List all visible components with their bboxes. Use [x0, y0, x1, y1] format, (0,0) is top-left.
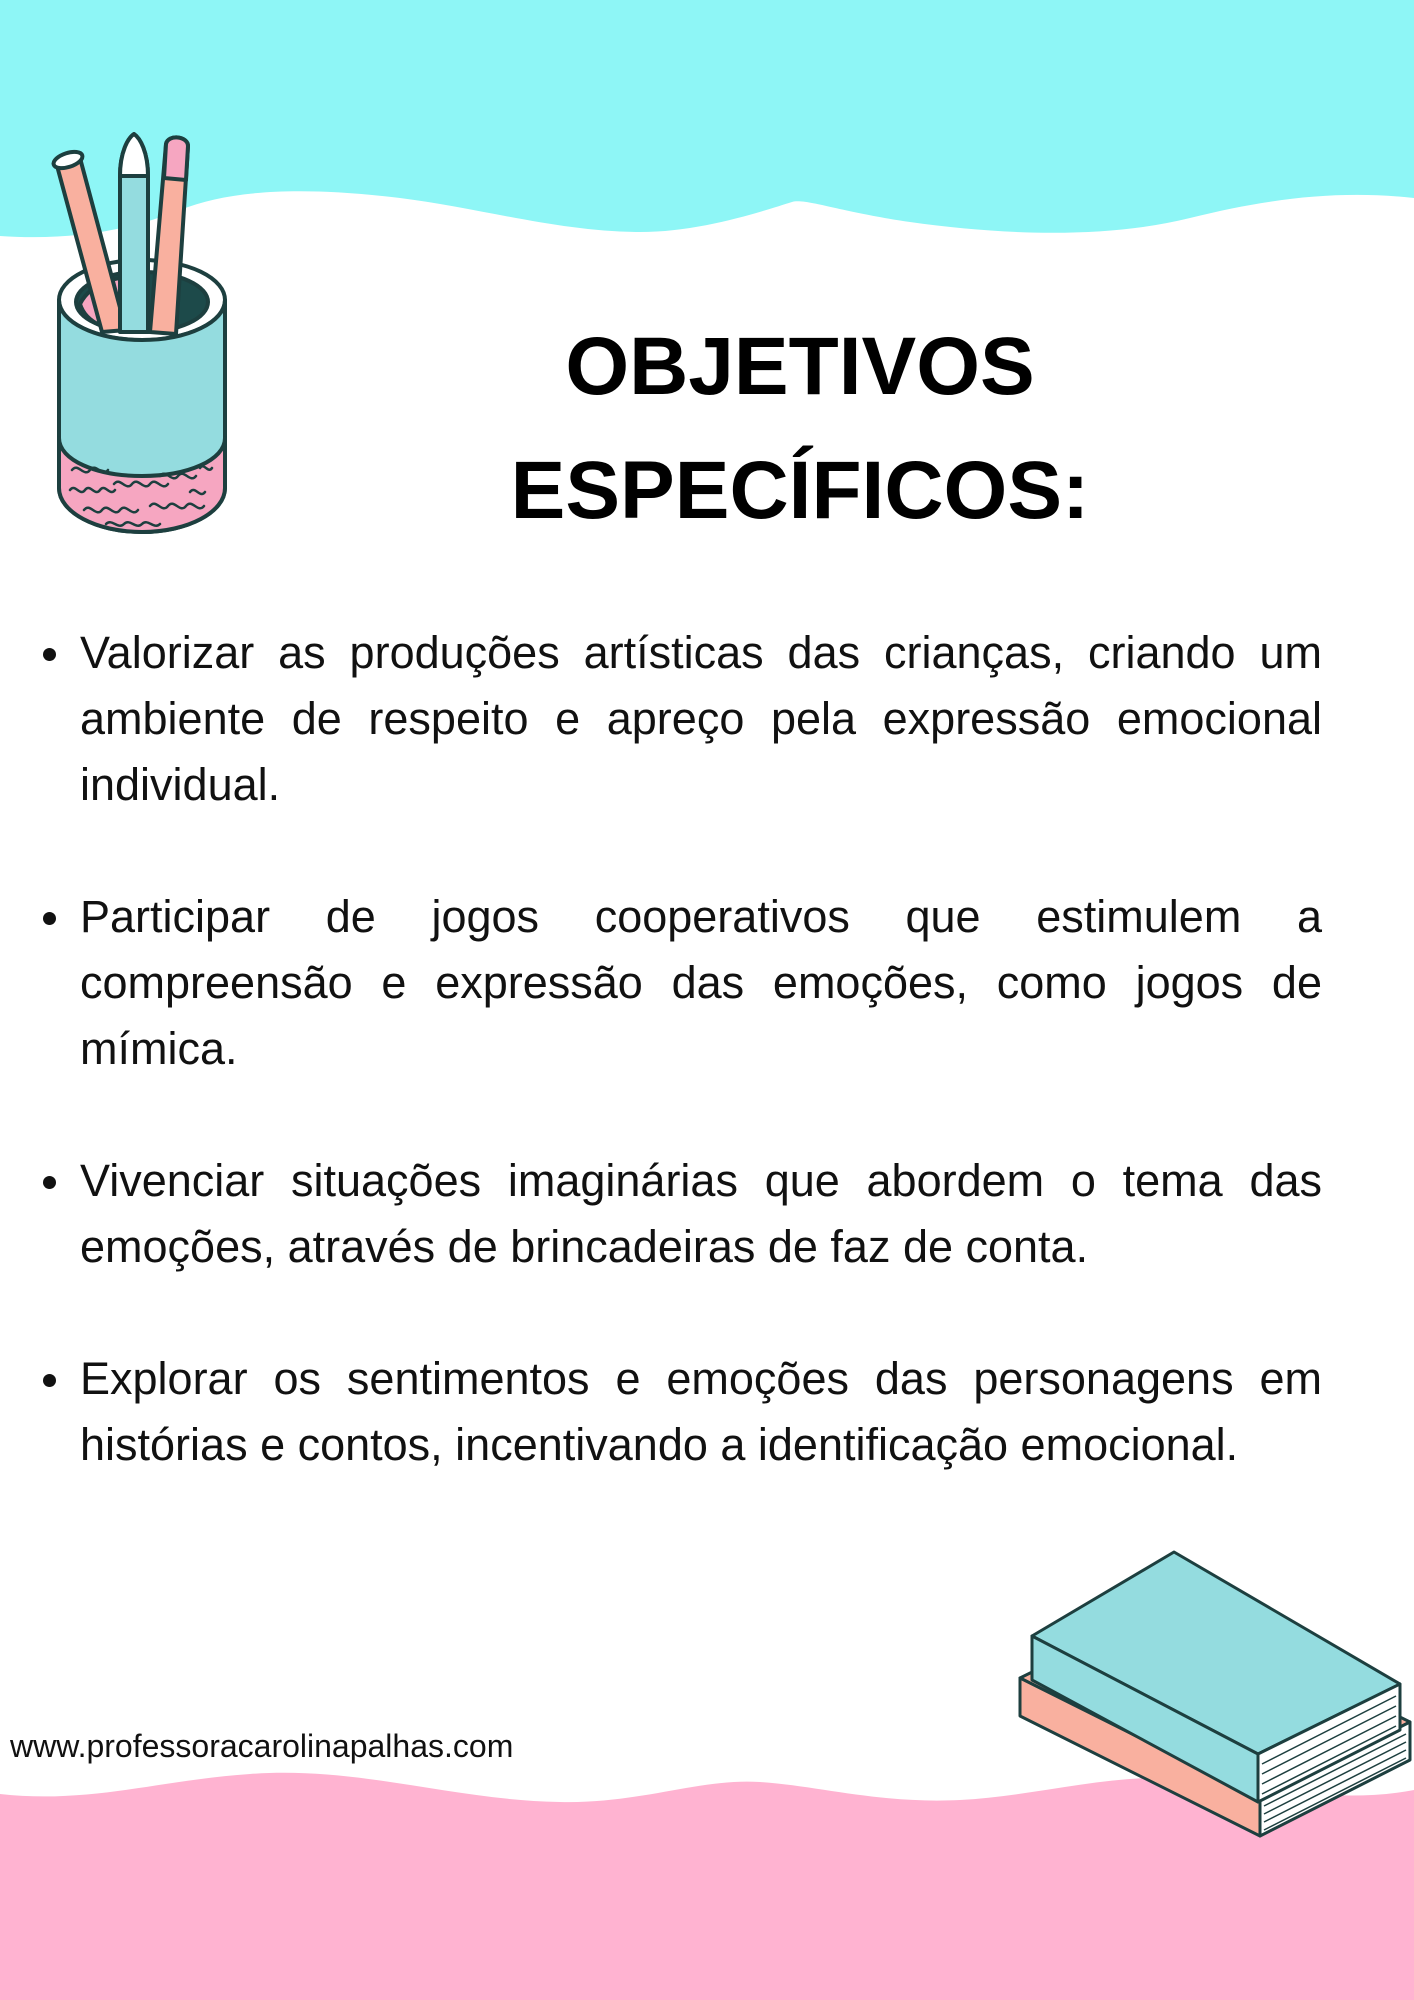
list-item: [40, 1346, 1322, 1478]
objective-text: Participar de jogos cooperativos que estimulem a compreensão e expressão das emoções, como jogos de mímica.: [80, 891, 1322, 1074]
website-link[interactable]: www.professoracarolinapalhas.com: [10, 1728, 514, 1764]
bullet-icon: [43, 912, 56, 925]
objective-text: Vivenciar situações imaginárias que abordem o tema das emoções, através de brincadeiras de faz de conta.: [80, 1155, 1322, 1272]
pencil-cup-icon: [40, 120, 240, 540]
bullet-icon: [43, 1176, 56, 1189]
page-title: [430, 305, 1170, 553]
title-line-2: ESPECÍFICOS:: [510, 445, 1090, 536]
list-item: [40, 884, 1322, 1082]
bullet-icon: [43, 1374, 56, 1387]
title-line-1: OBJETIVOS: [565, 321, 1035, 412]
bullet-icon: [43, 648, 56, 661]
objective-text: Valorizar as produções artísticas das crianças, criando um ambiente de respeito e apreço pela expressão emocional individual.: [80, 627, 1322, 810]
list-item: [40, 1148, 1322, 1280]
list-item: [40, 620, 1322, 818]
objectives-list: [40, 620, 1322, 1544]
objective-text: Explorar os sentimentos e emoções das personagens em histórias e contos, incentivando a identificação emocional.: [80, 1353, 1322, 1470]
stacked-books-icon: [1010, 1540, 1414, 1870]
